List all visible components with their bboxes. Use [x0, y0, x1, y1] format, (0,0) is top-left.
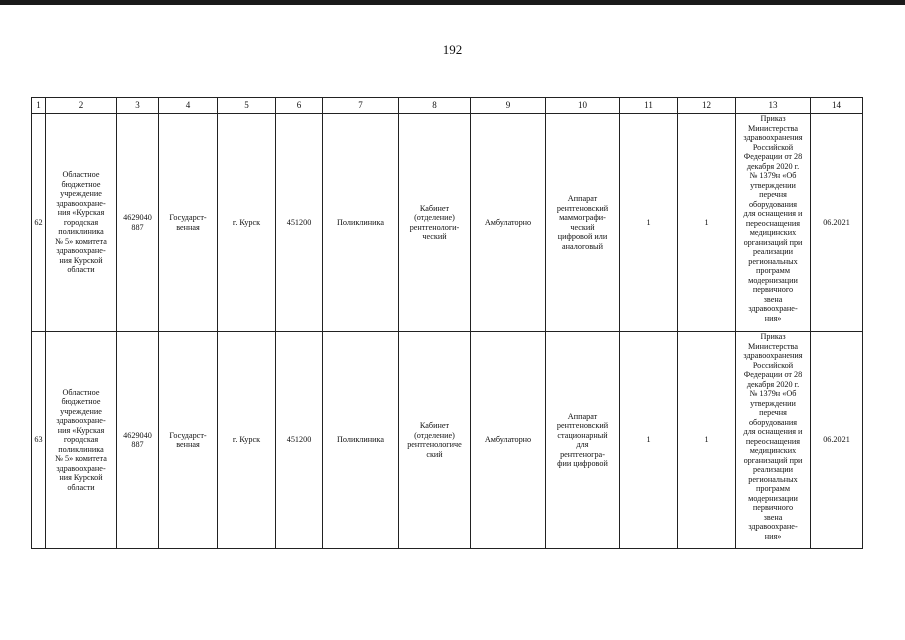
- organization-cell: Областное бюджетное учреждение здравоохране- ния «Курская городская поликлиника № 5» комитета здравоохране- ния Курской области: [46, 114, 117, 332]
- column-header: 9: [471, 98, 546, 114]
- inn-cell: 4629040 887: [117, 332, 159, 549]
- column-header: 3: [117, 98, 159, 114]
- equipment-table: [31, 97, 863, 549]
- column-header: 13: [736, 98, 811, 114]
- department-cell: Кабинет (отделение) рентгенологиче ский: [399, 332, 471, 549]
- column-header: 6: [276, 98, 323, 114]
- column-header: 5: [218, 98, 276, 114]
- equipment-cell: Аппарат рентгеновский стационарный для рентгеногра- фии цифровой: [546, 332, 620, 549]
- quantity-cell: 1: [620, 332, 678, 549]
- column-header: 14: [811, 98, 863, 114]
- care-form-cell: Амбулаторно: [471, 114, 546, 332]
- care-form-cell: Амбулаторно: [471, 332, 546, 549]
- column-header: 1: [32, 98, 46, 114]
- ownership-cell: Государст- венная: [159, 114, 218, 332]
- quantity-cell: 1: [678, 114, 736, 332]
- column-header: 10: [546, 98, 620, 114]
- equipment-cell: Аппарат рентгеновский маммографи- ческий цифровой или аналоговый: [546, 114, 620, 332]
- order-cell: Приказ Министерства здравоохранения Российской Федерации от 28 декабря 2020 г. № 1379н «Об утверждении перечня оборудования для оснащения и переоснащения медицинских организаций при реализации региональных программ модернизации первичного звена здравоохране- ния»: [736, 332, 811, 549]
- department-cell: Кабинет (отделение) рентгенологи- ческий: [399, 114, 471, 332]
- table-row: [32, 114, 863, 332]
- row-number-cell: 62: [32, 114, 46, 332]
- postcode-cell: 451200: [276, 332, 323, 549]
- page-number: 192: [442, 42, 463, 57]
- organization-cell: Областное бюджетное учреждение здравоохране- ния «Курская городская поликлиника № 5» комитета здравоохране- ния Курской области: [46, 332, 117, 549]
- facility-cell: Поликлиника: [323, 332, 399, 549]
- inn-cell: 4629040 887: [117, 114, 159, 332]
- column-header: 4: [159, 98, 218, 114]
- city-cell: г. Курск: [218, 114, 276, 332]
- column-header: 8: [399, 98, 471, 114]
- order-cell: Приказ Министерства здравоохранения Российской Федерации от 28 декабря 2020 г. № 1379н «Об утверждении перечня оборудования для оснащения и переоснащения медицинских организаций при реализации региональных программ модернизации первичного звена здравоохране- ния»: [736, 114, 811, 332]
- row-number-cell: 63: [32, 332, 46, 549]
- ownership-cell: Государст- венная: [159, 332, 218, 549]
- date-cell: 06.2021: [811, 332, 863, 549]
- city-cell: г. Курск: [218, 332, 276, 549]
- table-row: [32, 332, 863, 549]
- quantity-cell: 1: [620, 114, 678, 332]
- column-header: 12: [678, 98, 736, 114]
- date-cell: 06.2021: [811, 114, 863, 332]
- header-row: [32, 98, 863, 114]
- column-header: 11: [620, 98, 678, 114]
- column-header: 7: [323, 98, 399, 114]
- scan-border: [0, 0, 905, 5]
- facility-cell: Поликлиника: [323, 114, 399, 332]
- postcode-cell: 451200: [276, 114, 323, 332]
- quantity-cell: 1: [678, 332, 736, 549]
- column-header: 2: [46, 98, 117, 114]
